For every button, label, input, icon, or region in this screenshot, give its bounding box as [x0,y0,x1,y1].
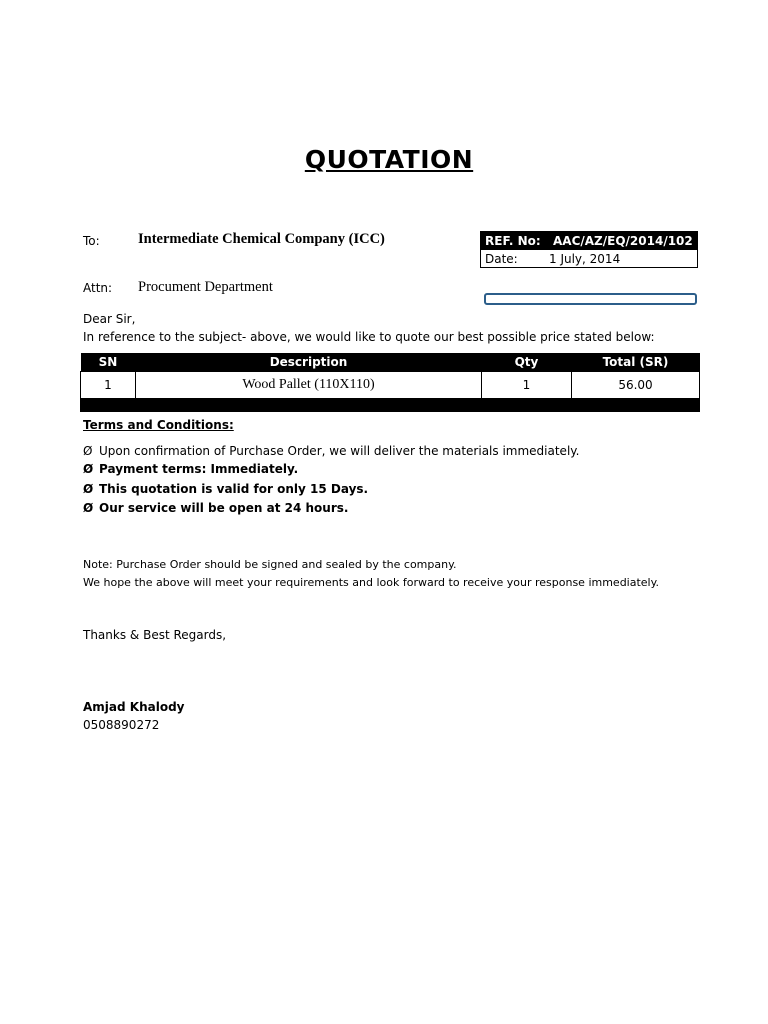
ref-label: REF. No: [485,234,541,248]
date-value: 1 July, 2014 [549,252,621,266]
terms-item-text: Upon confirmation of Purchase Order, we will deliver the materials immediately. [99,444,580,458]
intro-text: In reference to the subject- above, we would like to quote our best possible price stated below: [83,330,655,344]
document-title: QUOTATION [304,145,474,174]
closing-paragraph: We hope the above will meet your requirements and look forward to receive your response immediately. [83,576,660,589]
terms-item-text: Our service will be open at 24 hours. [99,501,349,515]
cell-qty: 1 [482,372,572,399]
cell-description: Wood Pallet (110X110) [136,372,482,399]
table-footer-bar [81,399,700,412]
column-header-description: Description [136,353,482,372]
column-header-sn: SN [81,353,136,372]
quotation-table [80,353,700,412]
column-header-qty: Qty [482,353,572,372]
arrow-bullet-icon: Ø [83,462,94,476]
blank-input-box [484,293,697,305]
reference-box [480,231,698,268]
ref-row [481,232,697,250]
signer-phone: 0508890272 [83,718,160,732]
terms-item [83,444,579,458]
date-row [481,250,697,268]
cell-sn: 1 [81,372,136,399]
cell-total: 56.00 [572,372,700,399]
greeting: Dear Sir, [83,312,136,326]
closing-salutation: Thanks & Best Regards, [83,628,227,642]
arrow-bullet-icon: Ø [83,482,94,496]
to-label: To: [83,234,100,248]
terms-item [83,462,298,476]
recipient-company: Intermediate Chemical Company (ICC) [138,231,385,247]
arrow-bullet-icon: Ø [83,444,93,458]
ref-number: AAC/AZ/EQ/2014/102 [553,234,693,248]
recipient-department: Procument Department [138,279,273,295]
signer-name: Amjad Khalody [83,700,185,714]
table-header-row [81,353,700,372]
table-row [81,372,700,399]
terms-item [83,501,348,515]
arrow-bullet-icon: Ø [83,501,94,515]
terms-item-text: This quotation is valid for only 15 Days. [99,482,369,496]
note-text: Note: Purchase Order should be signed and sealed by the company. [83,558,457,571]
column-header-total: Total (SR) [572,353,700,372]
terms-item-text: Payment terms: Immediately. [99,462,299,476]
terms-item [83,482,368,496]
date-label: Date: [485,252,518,266]
terms-title: Terms and Conditions: [83,418,234,432]
attn-label: Attn: [83,281,113,295]
